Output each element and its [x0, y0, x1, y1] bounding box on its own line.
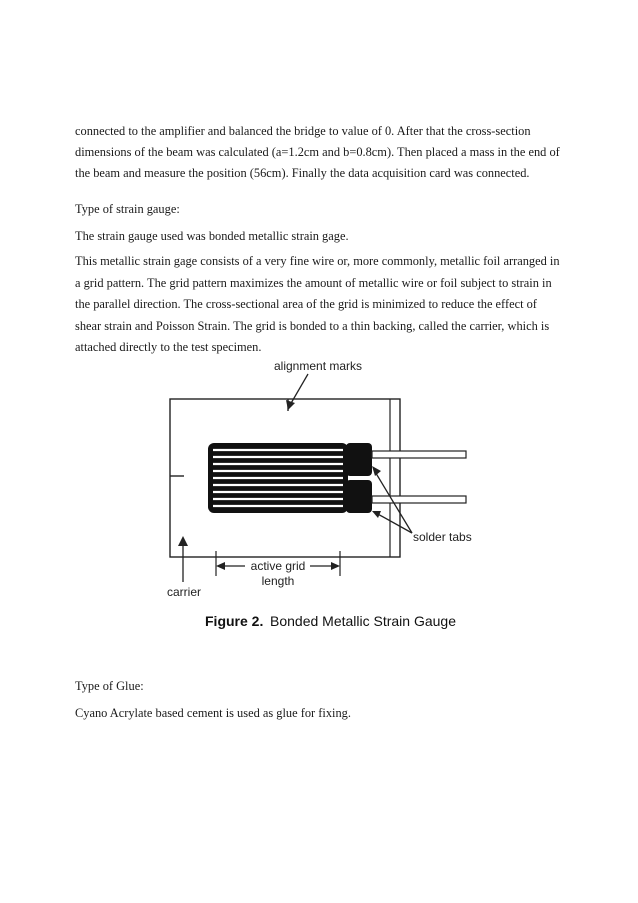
solder-tab-top	[346, 443, 372, 476]
solder-tabs-label: solder tabs	[413, 530, 472, 544]
alignment-arrow	[290, 374, 308, 405]
grid-length-left-arrowhead	[216, 562, 225, 570]
solder-arrowhead-top	[372, 466, 381, 476]
intro-paragraph: connected to the amplifier and balanced the bridge to value of 0. After that the cross-section dimensions of the beam was calculated (a=1.2cm and b=0.8cm). Then placed a mass in the end of the beam and measure the position (56cm). Finally the data acquisition card was connected.	[75, 124, 560, 180]
lead-wire-top	[372, 451, 466, 458]
figure-caption: Bonded Metallic Strain Gauge	[270, 613, 456, 629]
carrier-label: carrier	[167, 585, 202, 599]
glue-heading: Type of Glue:	[75, 679, 144, 693]
alignment-marks-label: alignment marks	[274, 359, 363, 373]
strain-gauge-diagram	[150, 350, 510, 640]
strain-gauge-heading: Type of strain gauge:	[75, 202, 180, 216]
grid-length-right-arrowhead	[331, 562, 340, 570]
strain-gauge-figure	[150, 350, 510, 640]
lead-wire-bottom	[372, 496, 466, 503]
carrier-arrowhead	[178, 536, 188, 546]
figure-number: Figure 2.	[205, 613, 264, 629]
active-grid-label: active grid	[250, 559, 306, 573]
strain-gauge-type-paragraph: The strain gauge used was bonded metallic strain gage.	[75, 229, 349, 243]
solder-tab-bottom	[346, 480, 372, 513]
strain-gauge-description-paragraph: This metallic strain gage consists of a very fine wire or, more commonly, metallic foil arranged in a grid pattern. The grid pattern maximizes the amount of metallic wire or foil subject to strain in the parallel direction. The cross-sectional area of the grid is minimized to reduce the effect of shear strain and Poisson Strain. The grid is bonded to a thin backing, called the carrier, which is attached directly to the test specimen.	[75, 254, 560, 354]
glue-description-paragraph: Cyano Acrylate based cement is used as glue for fixing.	[75, 706, 351, 720]
active-grid-length-label: length	[261, 574, 295, 588]
